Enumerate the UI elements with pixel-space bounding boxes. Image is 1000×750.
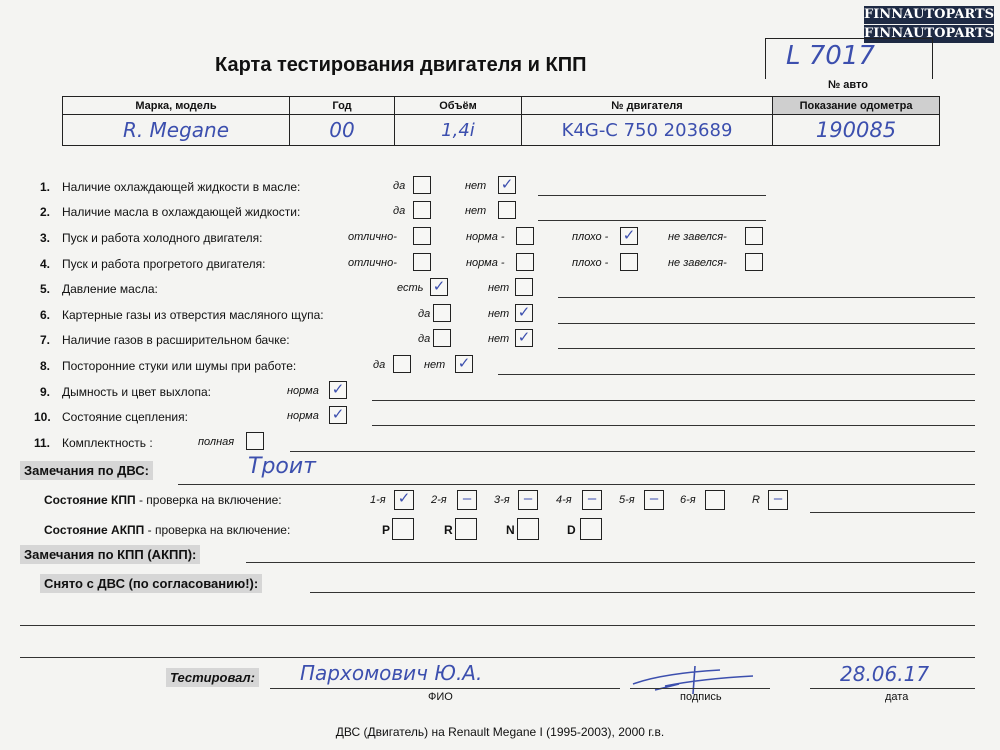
item-number: 2. (40, 205, 51, 219)
option-checkbox[interactable] (329, 381, 347, 399)
option-label: отлично- (348, 231, 397, 243)
akpp-mode-label: P (382, 523, 391, 537)
fio-caption: ФИО (428, 691, 453, 703)
item-number: 8. (40, 359, 51, 373)
check-mark-icon: ✓ (331, 406, 345, 423)
engine-remarks-line (178, 484, 975, 485)
option-label: плохо - (572, 257, 609, 269)
date-line (810, 688, 975, 689)
item-text: Давление масла: (62, 282, 158, 296)
gear-label: 6-я (680, 494, 696, 506)
tested-label: Тестировал: (166, 668, 259, 687)
kpp-remarks-label: Замечания по КПП (АКПП): (20, 545, 200, 564)
signature-caption: подпись (680, 691, 722, 703)
header-engine-number: № двигателя (522, 97, 773, 115)
removed-line-2 (20, 625, 975, 626)
item-notes-line (498, 374, 975, 375)
dash-mark-icon: – (523, 490, 533, 507)
option-checkbox[interactable] (745, 253, 763, 271)
item-notes-line (372, 425, 975, 426)
gear-checkbox[interactable] (518, 490, 538, 510)
option-checkbox[interactable] (515, 304, 533, 322)
engine-remarks-label: Замечания по ДВС: (20, 461, 153, 480)
item-text: Посторонние стуки или шумы при работе: (62, 359, 297, 373)
akpp-mode-checkbox[interactable] (517, 518, 539, 540)
option-label: нет (488, 308, 510, 320)
option-checkbox[interactable] (620, 253, 638, 271)
item-text: Картерные газы из отверстия масляного щупа: (62, 308, 324, 322)
option-checkbox[interactable] (413, 253, 431, 271)
akpp-mode-label: N (506, 523, 515, 537)
option-checkbox[interactable] (745, 227, 763, 245)
photo-caption: ДВС (Двигатель) на Renault Megane I (1995-2003), 2000 г.в. (335, 725, 665, 739)
gear-label: 4-я (556, 494, 572, 506)
item-number: 5. (40, 282, 51, 296)
gear-checkbox[interactable] (644, 490, 664, 510)
akpp-mode-checkbox[interactable] (580, 518, 602, 540)
item-text: Состояние сцепления: (62, 410, 188, 424)
kpp-label-bold: Состояние КПП (44, 493, 136, 507)
option-label: нет (424, 359, 446, 371)
check-mark-icon: ✓ (500, 176, 514, 193)
value-engine-number: K4G-C 750 203689 (522, 115, 773, 146)
item-notes-line (558, 348, 975, 349)
option-label: норма (287, 385, 319, 397)
header-volume: Объём (395, 97, 522, 115)
item-text: Пуск и работа холодного двигателя: (62, 231, 263, 245)
header-make-model: Марка, модель (63, 97, 290, 115)
dash-mark-icon: – (587, 490, 597, 507)
option-checkbox[interactable] (413, 227, 431, 245)
kpp-label-rest: - проверка на включение: (135, 493, 282, 507)
option-checkbox[interactable] (516, 227, 534, 245)
check-mark-icon: ✓ (331, 381, 345, 398)
option-checkbox[interactable] (515, 329, 533, 347)
option-checkbox[interactable] (516, 253, 534, 271)
option-label: норма - (466, 257, 505, 269)
option-checkbox[interactable] (246, 432, 264, 450)
kpp-label (44, 493, 282, 507)
kpp-line (810, 512, 975, 513)
option-checkbox[interactable] (393, 355, 411, 373)
dash-mark-icon: – (649, 490, 659, 507)
check-mark-icon: ✓ (432, 278, 446, 295)
option-checkbox[interactable] (329, 406, 347, 424)
option-checkbox[interactable] (498, 176, 516, 194)
item-notes-line (558, 323, 975, 324)
fio-line (270, 688, 620, 689)
item-notes-line (558, 297, 975, 298)
item-number: 10. (34, 410, 51, 424)
option-label: да (418, 308, 431, 320)
item-number: 4. (40, 257, 51, 271)
item-text: Дымность и цвет выхлопа: (62, 385, 211, 399)
option-label: плохо - (572, 231, 609, 243)
option-label: да (393, 205, 406, 217)
option-checkbox[interactable] (413, 201, 431, 219)
removed-label: Снято с ДВС (по согласованию!): (40, 574, 262, 593)
item-number: 9. (40, 385, 51, 399)
option-checkbox[interactable] (498, 201, 516, 219)
item-text: Наличие охлаждающей жидкости в масле: (62, 180, 301, 194)
check-mark-icon: ✓ (517, 329, 531, 346)
option-label: норма - (466, 231, 505, 243)
gear-label: 2-я (431, 494, 447, 506)
akpp-label (44, 523, 290, 537)
gear-label: R (752, 494, 760, 506)
dash-mark-icon: – (773, 490, 783, 507)
header-year: Год (290, 97, 395, 115)
gear-label: 1-я (370, 494, 386, 506)
option-checkbox[interactable] (433, 304, 451, 322)
item-notes-line (538, 195, 766, 196)
option-checkbox[interactable] (430, 278, 448, 296)
option-label: норма (287, 410, 319, 422)
removed-line-1 (310, 592, 975, 593)
gear-label: 5-я (619, 494, 635, 506)
option-checkbox[interactable] (620, 227, 638, 245)
option-checkbox[interactable] (413, 176, 431, 194)
item-text: Комплектность : (62, 436, 153, 450)
item-number: 1. (40, 180, 51, 194)
option-label: да (418, 333, 431, 345)
akpp-mode-checkbox[interactable] (392, 518, 414, 540)
option-label: отлично- (348, 257, 397, 269)
kpp-remarks-line (246, 562, 975, 563)
akpp-mode-label: D (567, 523, 576, 537)
date-caption: дата (885, 691, 909, 703)
watermark-line-1: FINNAUTOPARTS (864, 7, 995, 22)
option-label: нет (488, 333, 510, 345)
gear-checkbox[interactable] (705, 490, 725, 510)
removed-line-3 (20, 657, 975, 658)
option-label: да (393, 180, 406, 192)
item-text: Пуск и работа прогретого двигателя: (62, 257, 266, 271)
item-text: Наличие газов в расширительном бачке: (62, 333, 290, 347)
check-mark-icon: ✓ (517, 304, 531, 321)
dash-mark-icon: – (462, 490, 472, 507)
watermark-line-2: FINNAUTOPARTS (864, 26, 995, 41)
option-label: есть (397, 282, 424, 294)
option-checkbox[interactable] (455, 355, 473, 373)
value-make-model: R. Megane (63, 115, 290, 146)
option-label: полная (198, 436, 235, 448)
auto-number-value: L 7017 (786, 41, 875, 71)
auto-number-box (765, 38, 933, 79)
value-odometer: 190085 (773, 115, 940, 146)
value-volume: 1,4i (395, 115, 522, 146)
signature-line (630, 688, 770, 689)
engine-remarks-value: Троит (248, 454, 316, 479)
gear-label: 3-я (494, 494, 510, 506)
option-label: нет (465, 205, 487, 217)
auto-number-label: № авто (827, 79, 868, 91)
tester-name: Пархомович Ю.А. (300, 661, 483, 685)
gear-checkbox[interactable] (394, 490, 414, 510)
form-title: Карта тестирования двигателя и КПП (215, 54, 587, 76)
option-label: да (373, 359, 386, 371)
item-number: 7. (40, 333, 51, 347)
option-label: не завелся- (668, 231, 727, 243)
check-mark-icon: ✓ (457, 355, 471, 372)
item-notes-line (290, 451, 975, 452)
test-date: 28.06.17 (840, 662, 930, 686)
akpp-mode-checkbox[interactable] (455, 518, 477, 540)
gear-checkbox[interactable] (582, 490, 602, 510)
option-label: нет (465, 180, 487, 192)
option-checkbox[interactable] (433, 329, 451, 347)
akpp-label-bold: Состояние АКПП (44, 523, 145, 537)
item-number: 6. (40, 308, 51, 322)
check-mark-icon: ✓ (622, 227, 636, 244)
item-notes-line (372, 400, 975, 401)
value-year: 00 (290, 115, 395, 146)
header-odometer: Показание одометра (773, 97, 940, 115)
option-label: нет (488, 282, 510, 294)
akpp-mode-label: R (444, 523, 453, 537)
gear-checkbox[interactable] (457, 490, 477, 510)
option-checkbox[interactable] (515, 278, 533, 296)
check-mark-icon: ✓ (397, 490, 411, 507)
item-notes-line (538, 220, 766, 221)
akpp-label-rest: - проверка на включение: (144, 523, 291, 537)
item-number: 3. (40, 231, 51, 245)
item-text: Наличие масла в охлаждающей жидкости: (62, 205, 301, 219)
vehicle-table (62, 96, 940, 146)
gear-checkbox[interactable] (768, 490, 788, 510)
item-number: 11. (34, 436, 51, 450)
option-label: не завелся- (668, 257, 727, 269)
